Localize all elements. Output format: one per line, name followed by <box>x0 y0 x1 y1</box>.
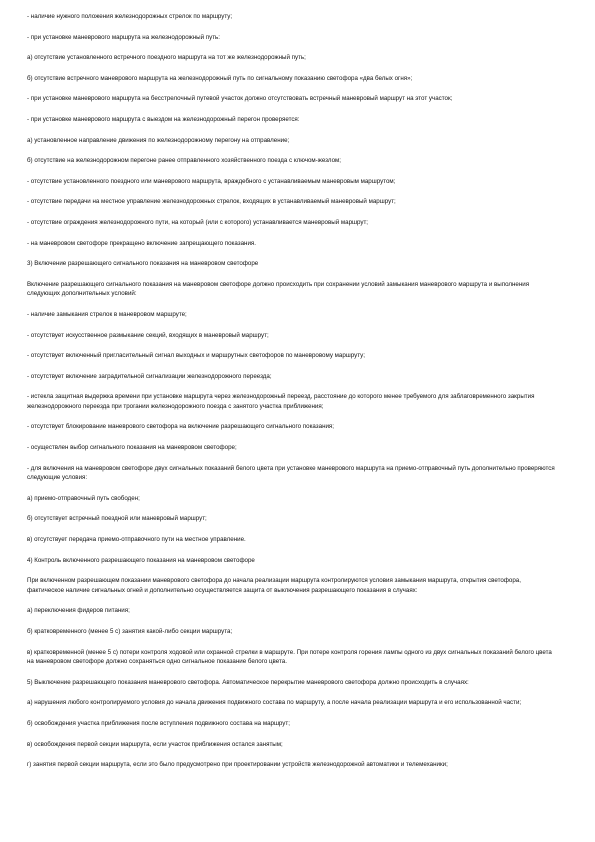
paragraph: - истекла защитная выдержка времени при установке маршрута через железнодорожный переезд, расстояние до которого менее требуемого для заблаговременного закрытия железнодорожного переезда при трогании железнодорожного поезда с занятого участка приближения; <box>27 393 535 410</box>
paragraph: г) занятия первой секции маршрута, если это было предусмотрено при проектировании устройств железнодорожной автоматики и телемеханики; <box>27 761 448 769</box>
paragraph: б) кратковременного (менее 5 с) занятия какой-либо секции маршрута; <box>27 628 233 635</box>
paragraph: а) приемо-отправочный путь свободен; <box>27 494 140 502</box>
paragraph: б) освобождения участка приближения после вступления подвижного состава на маршрут; <box>27 719 290 727</box>
paragraph: При включенном разрешающем показании маневрового светофора до начала реализации маршрута контролируются условия замыкания маршрута, открытия светофора, фактическое наличие сигнальных огней и дополнительно осуществляется защита от выключения разрешающего показания в случаях: <box>27 577 521 594</box>
paragraph: - наличие нужного положения железнодорожных стрелок по маршруту; <box>27 13 233 20</box>
paragraph: 5) Выключение разрешающего показания маневрового светофора. Автоматическое перекрытие маневрового светофора должно происходить в случаях: <box>27 678 469 686</box>
paragraph: - при установке маневрового маршрута на бесстрелочный путевой участок должно отсутствовать встречный маневровый маршрут на этот участок; <box>27 95 453 103</box>
paragraph: - отсутствие ограждения железнодорожного пути, на который (или с которого) устанавливается маневровый маршрут; <box>27 218 369 226</box>
paragraph: - отсутствие установленного поездного или маневрового маршрута, враждебного с устанавливаемым маневровым маршрутом; <box>27 177 396 185</box>
paragraph: а) установленное направление движения по железнодорожному перегону на отправление; <box>27 136 290 144</box>
paragraph: а) отсутствие установленного встречного поездного маршрута на тот же железнодорожный путь; <box>27 54 306 62</box>
paragraph: б) отсутствие встречного маневрового маршрута на железнодорожный путь по сигнальному показанию светофора «два белых огня»; <box>27 74 413 82</box>
paragraph: - отсутствие передачи на местное управление железнодорожных стрелок, входящих в устанавливаемый маневровый маршрут; <box>27 198 396 206</box>
paragraph: Включение разрешающего сигнального показания на маневровом светофоре должно происходить при сохранении условий замыкания маневрового маршрута и выполнения следующих дополнительных условий: <box>27 280 530 298</box>
paragraph: - отсутствует включение заградительной сигнализации железнодорожного переезда; <box>27 372 272 380</box>
paragraph: - на маневровом светофоре прекращено включение запрещающего показания. <box>27 239 256 247</box>
paragraph: в) кратковременной (менее 5 с) потери контроля ходовой или охранной стрелки в маршруте. При потере контроля горения лампы одного из двух сигнальных показаний белого цвета на маневровом светофоре должно сохраняться одно сигнальное показание белого цвета. <box>27 648 552 666</box>
paragraph: - осуществлен выбор сигнального показания на маневровом светофоре; <box>27 444 237 452</box>
paragraph: - при установке маневрового маршрута с выездом на железнодорожный перегон проверяется: <box>27 115 300 123</box>
paragraph: - отсутствует блокирование маневрового светофора на включение разрешающего сигнального показания; <box>27 423 335 431</box>
paragraph: б) отсутствие на железнодорожном перегоне ранее отправленного хозяйственного поезда с ключом-жезлом; <box>27 157 342 165</box>
paragraph: а) нарушения любого контролируемого условия до начала движения подвижного состава по маршруту, а после начала реализации маршрута и его использованной части; <box>27 699 522 707</box>
document-body <box>27 12 555 770</box>
paragraph: - отсутствует включенный пригласительный сигнал выходных и маршрутных светофоров по маневровому маршруту; <box>27 352 365 360</box>
paragraph: 3) Включение разрешающего сигнального показания на маневровом светофоре <box>27 260 259 268</box>
paragraph: 4) Контроль включенного разрешающего показания на маневровом светофоре <box>27 556 255 564</box>
paragraph: а) переключения фидеров питания; <box>27 607 130 615</box>
paragraph: б) отсутствует встречный поездной или маневровый маршрут; <box>27 515 207 523</box>
paragraph: - для включения на маневровом светофоре двух сигнальных показаний белого цвета при установке маневрового маршрута на приемо-отправочный путь дополнительно проверяются следующие условия: <box>27 464 555 482</box>
paragraph: - отсутствует искусственное размыкание секций, входящих в маневровый маршрут; <box>27 331 269 339</box>
paragraph: - при установке маневрового маршрута на железнодорожный путь: <box>27 33 220 41</box>
paragraph: - наличие замыкания стрелок в маневровом маршруте; <box>27 310 187 318</box>
paragraph: в) отсутствует передача приемо-отправочного пути на местное управление. <box>27 536 246 544</box>
paragraph: в) освобождения первой секции маршрута, если участок приближения остался занятым; <box>27 740 283 748</box>
